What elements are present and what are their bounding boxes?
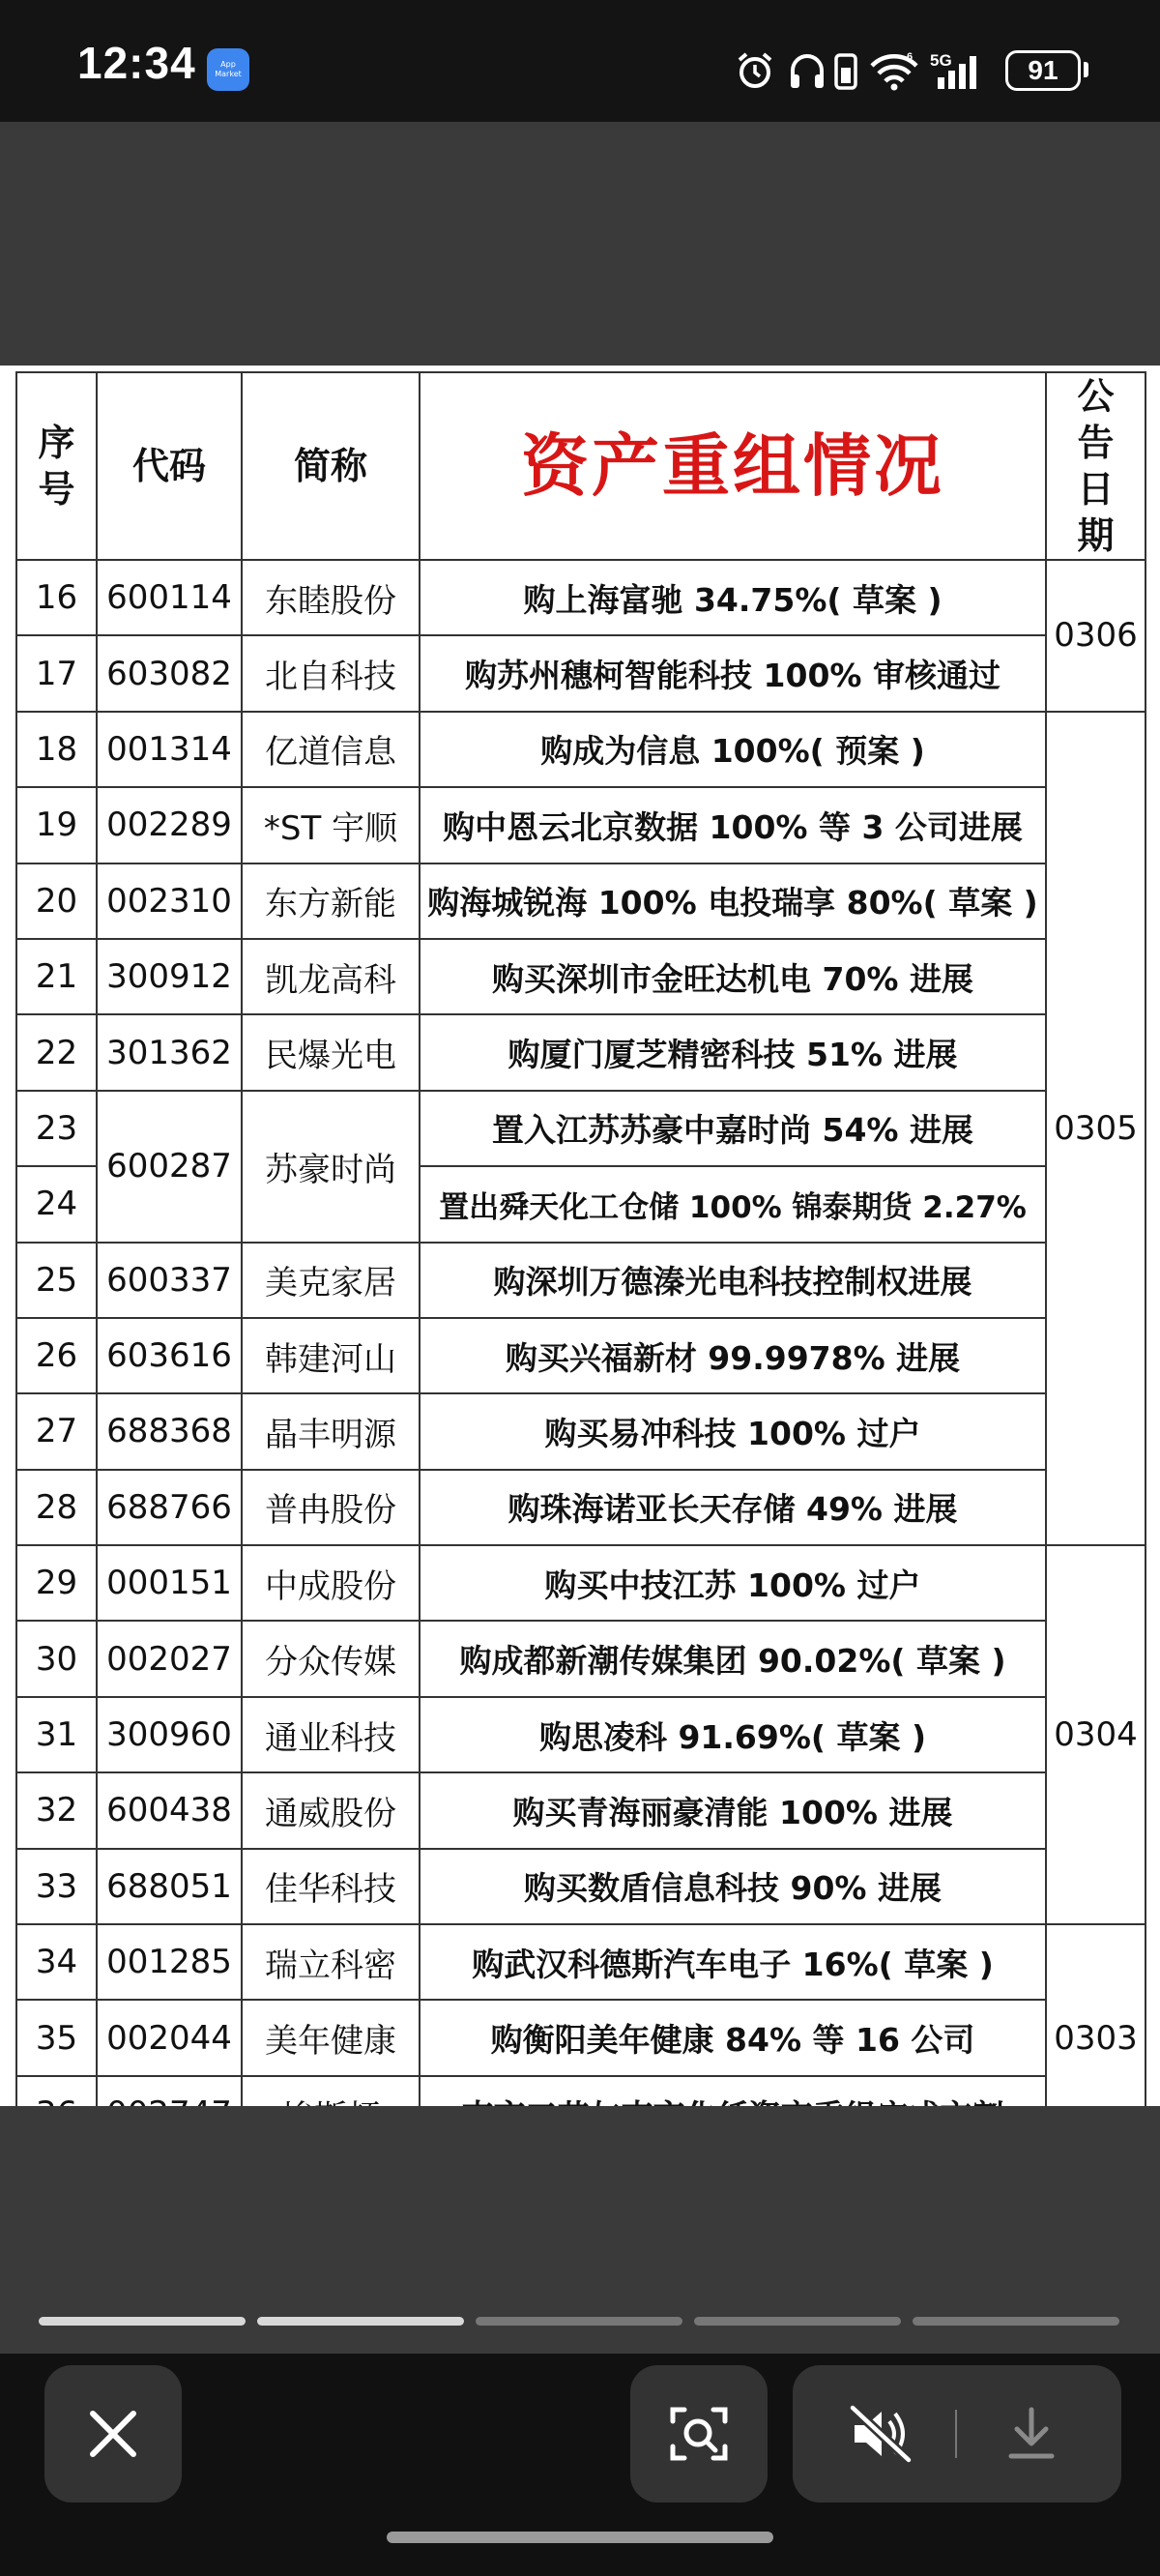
scan-icon bbox=[630, 2365, 768, 2503]
row-desc: 置入江苏苏豪中嘉时尚 54% 进展 bbox=[420, 1091, 1046, 1166]
table-row bbox=[16, 787, 1146, 863]
row-code: 600438 bbox=[97, 1772, 242, 1848]
row-date: 0303 bbox=[1046, 1924, 1146, 2152]
row-seq: 31 bbox=[16, 1697, 97, 1772]
row-name: 通威股份 bbox=[242, 1772, 420, 1848]
table-row bbox=[16, 1318, 1146, 1393]
row-desc: 购买中技江苏 100% 过户 bbox=[420, 1545, 1046, 1621]
row-desc: 购珠海诺亚长天存储 49% 进展 bbox=[420, 1470, 1046, 1545]
row-seq: 23 bbox=[16, 1091, 97, 1166]
close-button[interactable] bbox=[44, 2365, 182, 2503]
page-indicator-segment[interactable] bbox=[39, 2317, 246, 2326]
row-name: 韩建河山 bbox=[242, 1318, 420, 1393]
row-desc: 购武汉科德斯汽车电子 16%( 草案 ) bbox=[420, 1924, 1046, 2000]
row-seq: 28 bbox=[16, 1470, 97, 1545]
headphones-icon bbox=[787, 50, 827, 91]
row-code: 002044 bbox=[97, 2000, 242, 2075]
row-seq: 21 bbox=[16, 939, 97, 1014]
row-date: 0306 bbox=[1046, 560, 1146, 712]
row-desc: 购上海富驰 34.75%( 草案 ) bbox=[420, 560, 1046, 635]
table-row bbox=[16, 2000, 1146, 2075]
row-code: 300960 bbox=[97, 1697, 242, 1772]
row-seq: 26 bbox=[16, 1318, 97, 1393]
row-code: 002289 bbox=[97, 787, 242, 863]
row-seq: 24 bbox=[16, 1166, 97, 1242]
table-row bbox=[16, 939, 1146, 1014]
table-row bbox=[16, 1243, 1146, 1318]
row-name: 亿道信息 bbox=[242, 712, 420, 787]
row-name: 美克家居 bbox=[242, 1243, 420, 1318]
table-row bbox=[16, 1849, 1146, 1924]
row-seq: 25 bbox=[16, 1243, 97, 1318]
row-name: 美年健康 bbox=[242, 2000, 420, 2075]
table-row bbox=[16, 560, 1146, 635]
download-icon[interactable] bbox=[1001, 2404, 1061, 2464]
row-name: 通业科技 bbox=[242, 1697, 420, 1772]
row-name: 凯龙高科 bbox=[242, 939, 420, 1014]
row-name: *ST 宇顺 bbox=[242, 787, 420, 863]
row-seq: 29 bbox=[16, 1545, 97, 1621]
wifi-icon bbox=[868, 50, 920, 91]
row-code: 688766 bbox=[97, 1470, 242, 1545]
row-name: 民爆光电 bbox=[242, 1014, 420, 1090]
row-desc: 购买青海丽豪清能 100% 进展 bbox=[420, 1772, 1046, 1848]
row-code: 002027 bbox=[97, 1621, 242, 1696]
table-row bbox=[16, 1393, 1146, 1469]
svg-text:6: 6 bbox=[907, 51, 914, 63]
row-seq: 30 bbox=[16, 1621, 97, 1696]
table-row bbox=[16, 635, 1146, 711]
row-name: 瑞立科密 bbox=[242, 1924, 420, 2000]
row-code: 600337 bbox=[97, 1243, 242, 1318]
row-code: 603616 bbox=[97, 1318, 242, 1393]
row-desc: 购买数盾信息科技 90% 进展 bbox=[420, 1849, 1046, 1924]
row-desc: 购苏州穗柯智能科技 100% 审核通过 bbox=[420, 635, 1046, 711]
row-name: 佳华科技 bbox=[242, 1849, 420, 1924]
scan-button[interactable] bbox=[630, 2365, 768, 2503]
table-row bbox=[16, 1545, 1146, 1621]
signal-5g-icon bbox=[928, 50, 992, 91]
header-code: 代码 bbox=[97, 372, 242, 560]
page-indicator-segment[interactable] bbox=[694, 2317, 901, 2326]
row-name: 苏豪时尚 bbox=[242, 1091, 420, 1243]
row-code: 300912 bbox=[97, 939, 242, 1014]
alarm-icon bbox=[735, 50, 775, 91]
row-desc: 购买深圳市金旺达机电 70% 进展 bbox=[420, 939, 1046, 1014]
row-seq: 34 bbox=[16, 1924, 97, 2000]
row-code: 600114 bbox=[97, 560, 242, 635]
table-row bbox=[16, 712, 1146, 787]
row-code: 000151 bbox=[97, 1545, 242, 1621]
clock: 12:34 bbox=[77, 38, 196, 88]
row-desc: 购成为信息 100%( 预案 ) bbox=[420, 712, 1046, 787]
toolbar-divider bbox=[955, 2410, 957, 2458]
row-date: 0305 bbox=[1046, 712, 1146, 1545]
table-row bbox=[16, 1924, 1146, 2000]
row-name: 中成股份 bbox=[242, 1545, 420, 1621]
row-code: 002310 bbox=[97, 864, 242, 939]
status-bar bbox=[0, 0, 1160, 122]
page-indicator-segment[interactable] bbox=[476, 2317, 682, 2326]
row-name: 晶丰明源 bbox=[242, 1393, 420, 1469]
restructuring-table bbox=[15, 371, 1145, 2152]
row-desc: 购深圳万德溱光电科技控制权进展 bbox=[420, 1243, 1046, 1318]
row-name: 分众传媒 bbox=[242, 1621, 420, 1696]
header-seq: 序号 bbox=[16, 372, 97, 560]
table-row bbox=[16, 1697, 1146, 1772]
row-desc: 购中恩云北京数据 100% 等 3 公司进展 bbox=[420, 787, 1046, 863]
row-seq: 18 bbox=[16, 712, 97, 787]
row-seq: 17 bbox=[16, 635, 97, 711]
row-seq: 27 bbox=[16, 1393, 97, 1469]
row-seq: 22 bbox=[16, 1014, 97, 1090]
table-row bbox=[16, 1470, 1146, 1545]
phone-battery-icon bbox=[833, 50, 858, 91]
row-code: 688051 bbox=[97, 1849, 242, 1924]
table-row bbox=[16, 1772, 1146, 1848]
row-code: 001314 bbox=[97, 712, 242, 787]
row-seq: 20 bbox=[16, 864, 97, 939]
app-market-icon: App Market bbox=[207, 48, 249, 91]
row-seq: 16 bbox=[16, 560, 97, 635]
row-name: 北自科技 bbox=[242, 635, 420, 711]
row-desc: 购思凌科 91.69%( 草案 ) bbox=[420, 1697, 1046, 1772]
row-desc: 购成都新潮传媒集团 90.02%( 草案 ) bbox=[420, 1621, 1046, 1696]
row-code: 301362 bbox=[97, 1014, 242, 1090]
row-seq: 33 bbox=[16, 1849, 97, 1924]
row-code: 688368 bbox=[97, 1393, 242, 1469]
media-actions-group bbox=[793, 2365, 1121, 2503]
table-row bbox=[16, 864, 1146, 939]
row-desc: 置出舜天化工仓储 100% 锦泰期货 2.27% bbox=[420, 1166, 1046, 1242]
row-name: 东睦股份 bbox=[242, 560, 420, 635]
image-content[interactable] bbox=[0, 366, 1160, 2106]
viewer-background-top bbox=[0, 122, 1160, 366]
table-title: 资产重组情况 bbox=[420, 372, 1046, 560]
row-desc: 购衡阳美年健康 84% 等 16 公司 bbox=[420, 2000, 1046, 2075]
table-row bbox=[16, 1621, 1146, 1696]
mute-icon[interactable] bbox=[847, 2404, 914, 2464]
row-code: 603082 bbox=[97, 635, 242, 711]
header-name: 简称 bbox=[242, 372, 420, 560]
table-row bbox=[16, 1014, 1146, 1090]
row-code: 600287 bbox=[97, 1091, 242, 1243]
battery-nub bbox=[1084, 62, 1088, 77]
row-desc: 购买兴福新材 99.9978% 进展 bbox=[420, 1318, 1046, 1393]
row-name: 普冉股份 bbox=[242, 1470, 420, 1545]
row-desc: 购买易冲科技 100% 过户 bbox=[420, 1393, 1046, 1469]
page-indicator-segment[interactable] bbox=[257, 2317, 464, 2326]
row-name: 东方新能 bbox=[242, 864, 420, 939]
row-desc: 购厦门厦芝精密科技 51% 进展 bbox=[420, 1014, 1046, 1090]
battery-indicator: 91 bbox=[1005, 50, 1081, 91]
table-row bbox=[16, 1091, 1146, 1166]
row-seq: 32 bbox=[16, 1772, 97, 1848]
row-seq: 19 bbox=[16, 787, 97, 863]
row-date: 0304 bbox=[1046, 1545, 1146, 1924]
row-code: 001285 bbox=[97, 1924, 242, 2000]
page-indicator-segment[interactable] bbox=[913, 2317, 1119, 2326]
header-date: 公告日期 bbox=[1046, 372, 1146, 560]
home-indicator[interactable] bbox=[387, 2532, 773, 2543]
row-desc: 购海城锐海 100% 电投瑞享 80%( 草案 ) bbox=[420, 864, 1046, 939]
row-seq: 35 bbox=[16, 2000, 97, 2075]
close-icon bbox=[44, 2365, 182, 2503]
network-type-label: 5G bbox=[930, 51, 952, 70]
